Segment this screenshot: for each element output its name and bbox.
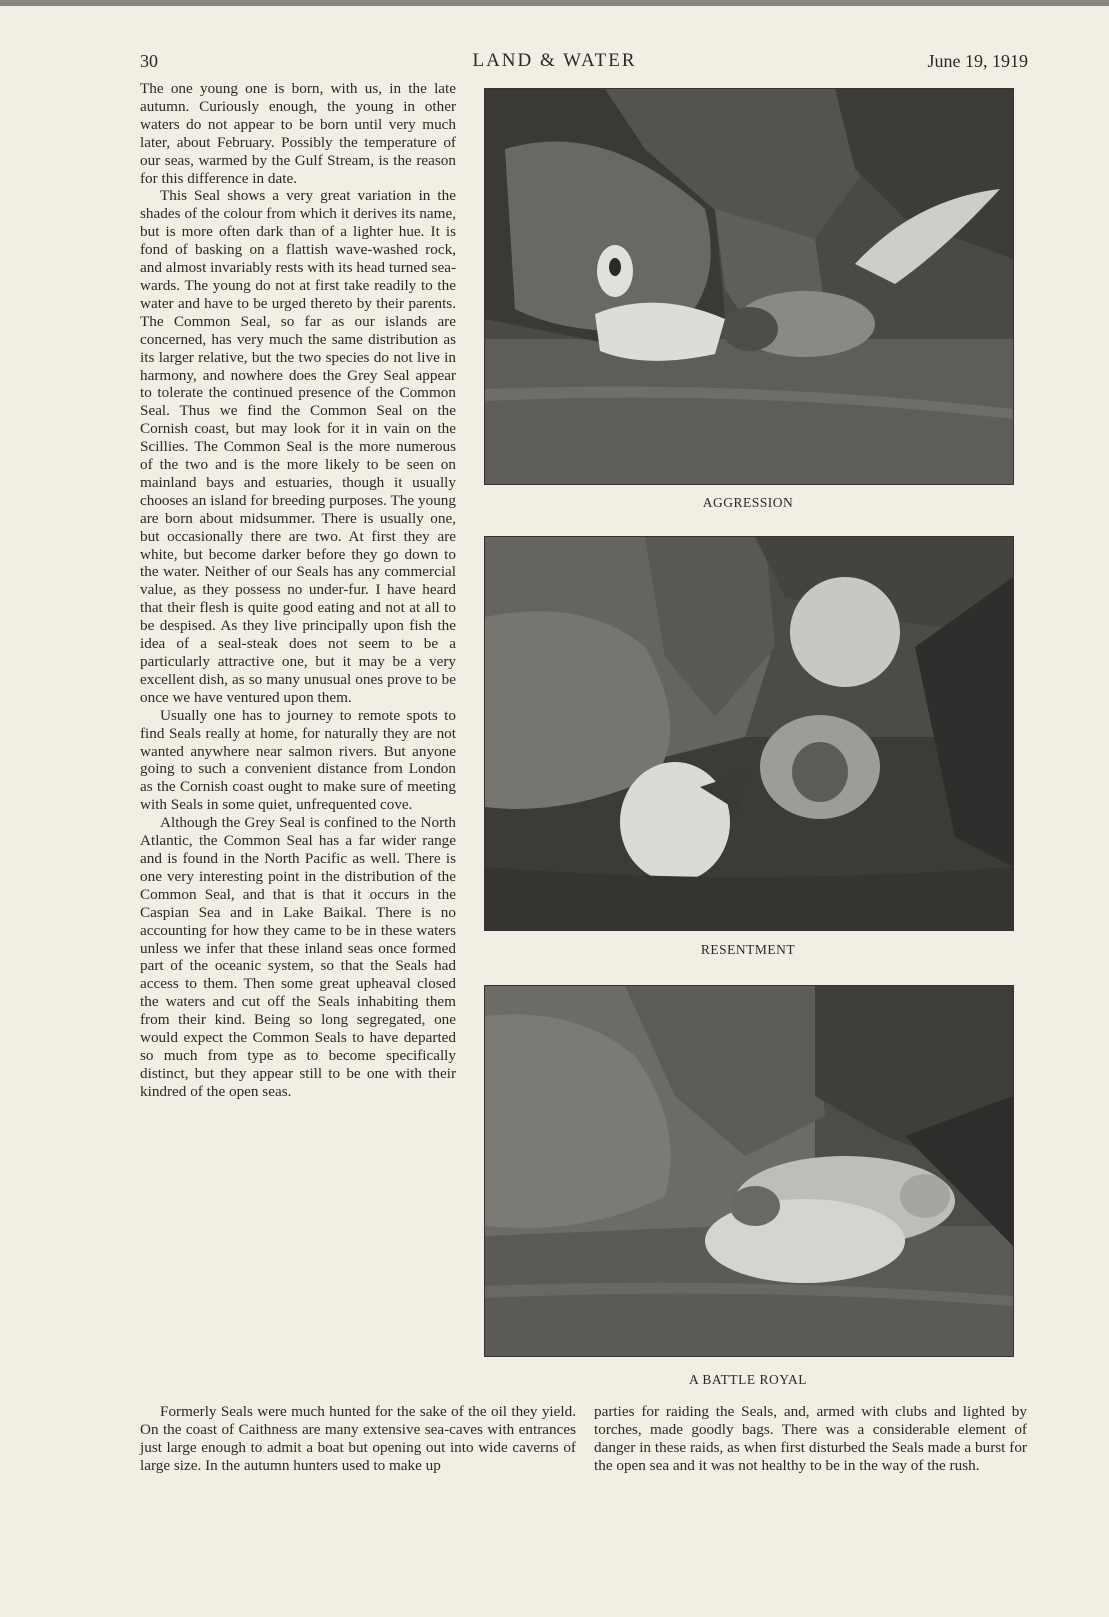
paragraph: Usually one has to journey to remote spots to find Seals really at home, for naturally they are not wanted anywhere near salmon rivers. But anyone going to such a convenient distance from London as the Cornish coast ought to make sure of meeting with Seals in some quiet, unfrequented cove. <box>140 706 456 814</box>
caption-resentment: RESENTMENT <box>700 942 796 957</box>
seal-photo-aggression <box>485 89 1013 484</box>
left-column <box>140 80 456 1101</box>
bottom-right-paragraph <box>594 1403 1027 1475</box>
bottom-left-paragraph <box>140 1403 576 1475</box>
seal-photo-a-battle-royal <box>485 986 1013 1356</box>
issue-date: June 19, 1919 <box>927 51 1028 71</box>
page-top-edge <box>0 0 1109 6</box>
paragraph: This Seal shows a very great variation in the shades of the colour from which it derives its name, but is more often dark than of a lighter hue. It is fond of basking on a flattish wave-washed rock, and almost invariably rests with its head turned sea-wards. The young do not at first take readily to the water and have to be urged thereto by their parents. The Common Seal, so far as our islands are concerned, has very much the same distribution as its larger relative, but the two species do not live in harmony, and nowhere does the Grey Seal appear to tolerate the continued presence of the Common Seal. Thus we find the Common Seal on the Cornish coast, but may look for it in vain on the Scillies. The Common Seal is the more numerous of the two and is the more likely to be seen on mainland bays and estuaries, though it usually chooses an island for breeding purposes. The young are born about midsummer. There is usually one, but occasionally there are two. At first they are white, but become darker before they go down to the water. Neither of our Seals has any commercial value, as they possess no under-fur. I have heard that their flesh is quite good eating and not at all to be despised. As they live principally upon fish the idea of a seal-steak does not seem to be a particularly attractive one, but it may be a very excellent dish, as so many unusual ones prove to be once we have ventured upon them. <box>140 187 456 706</box>
page-number: 30 <box>140 51 158 71</box>
magazine-title: LAND & WATER <box>472 50 637 71</box>
seal-photo-resentment <box>485 537 1013 930</box>
paragraph: Although the Grey Seal is confined to the North Atlantic, the Common Seal has a far wider range and is found in the North Pacific as well. There is one very interesting point in the distribution of the Common Seal, and that is that it occurs in the Caspian Sea and in Lake Baikal. There is no accounting for how they came to be in these waters unless we infer that these inland seas once formed part of the oceanic system, so that the Seals had access to them. Then some great upheaval closed the waters and cut off the Seals inhabiting them from their kind. Being so long segregated, one would expect the Common Seals to have departed so much from type as to become specifically distinct, but they appear still to be one with their kindred of the open seas. <box>140 814 456 1100</box>
photo-aggression <box>484 88 1014 485</box>
paragraph: parties for raiding the Seals, and, armed with clubs and lighted by torches, made goodly bags. There was a considerable element of danger in these raids, as when first disturbed the Seals made a burst for the open sea and it was not healthy to be in the way of the rush. <box>594 1403 1027 1474</box>
photo-resentment <box>484 536 1014 931</box>
photo-a-battle-royal <box>484 985 1014 1357</box>
caption-aggression: AGGRESSION <box>702 495 794 510</box>
paragraph: Formerly Seals were much hunted for the sake of the oil they yield. On the coast of Caithness are many extensive sea-caves with entrances just large enough to admit a boat but opening out into wide caverns of large size. In the autumn hunters used to make up <box>140 1403 576 1474</box>
paragraph: The one young one is born, with us, in the late autumn. Curiously enough, the young in other waters do not appear to be born until very much later, about February. Possibly the temperature of our seas, warmed by the Gulf Stream, is the reason for this difference in date. <box>140 80 456 187</box>
caption-a-battle-royal: A BATTLE ROYAL <box>689 1372 807 1387</box>
